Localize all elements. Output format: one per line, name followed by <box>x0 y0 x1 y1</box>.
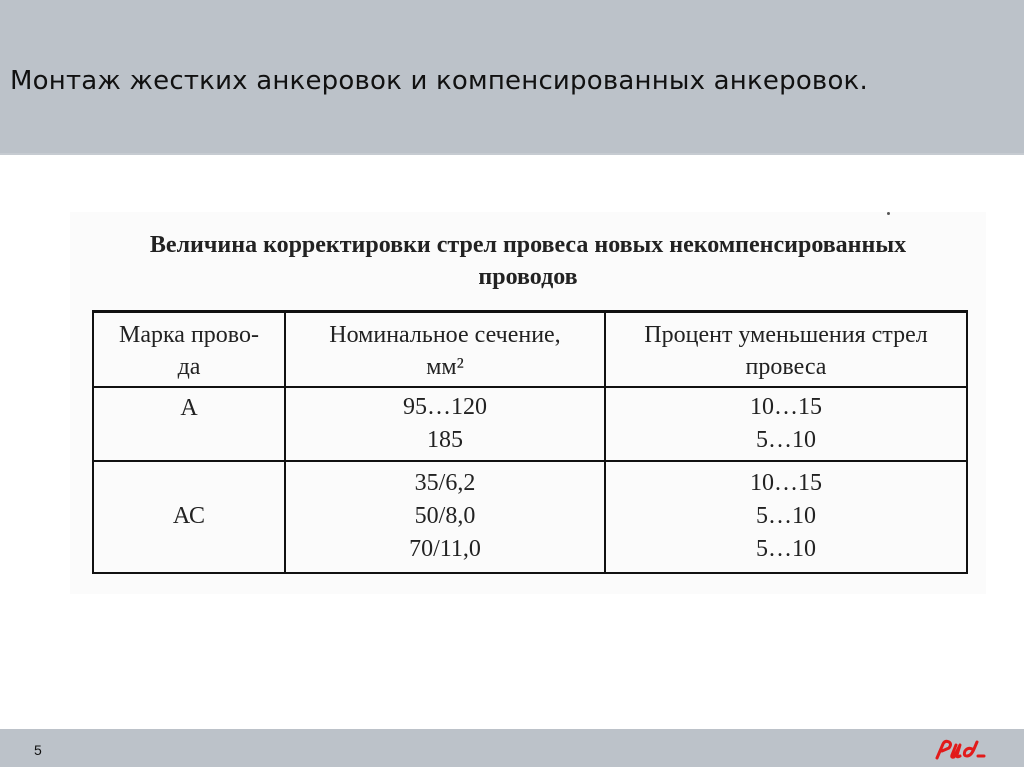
table-header-row <box>93 312 967 387</box>
percent-cell: 10…15 5…10 5…10 <box>605 461 967 573</box>
rzd-logo <box>934 739 990 761</box>
page-number: 5 <box>34 742 42 758</box>
section-cell: 95…120 185 <box>285 387 605 461</box>
header-divider <box>0 153 1024 155</box>
header-sag-reduction-percent: Процент уменьшения стрел провеса <box>605 312 967 387</box>
table-heading <box>70 229 986 293</box>
section-cell: 35/6,2 50/8,0 70/11,0 <box>285 461 605 573</box>
table-heading-line-2: проводов <box>478 264 578 290</box>
table-row <box>93 387 967 461</box>
table-heading-line-1: Величина корректировки стрел провеса новых некомпенсированных <box>149 232 907 258</box>
header-wire-mark: Марка прово- да <box>93 312 285 387</box>
wire-sag-table <box>92 310 968 574</box>
header-nominal-section: Номинальное сечение, мм² <box>285 312 605 387</box>
slide-title: Монтаж жестких анкеровок и компенсированных анкеровок. <box>10 66 868 96</box>
wire-mark-cell: АС <box>93 461 285 573</box>
footer-band <box>0 729 1024 767</box>
table-row <box>93 461 967 573</box>
percent-cell: 10…15 5…10 <box>605 387 967 461</box>
scan-speck <box>887 212 890 215</box>
wire-mark-cell: А <box>93 387 285 461</box>
